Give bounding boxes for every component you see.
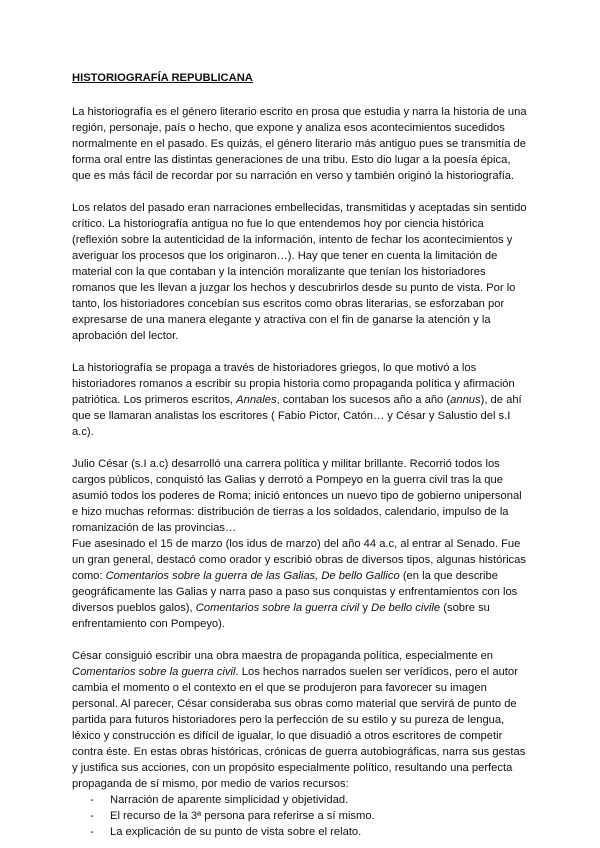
text-segment: (en la que describe geográficamente las Galias y narra paso a paso sus conquistas y enfrentamientos con los diversos pueblos galos),: [72, 570, 518, 614]
italic-work-guerra-civil: Comentarios sobre la guerra civil: [195, 602, 360, 614]
paragraph-annalists: [72, 360, 530, 440]
text-segment: (sobre su enfrentamiento con Pompeyo).: [72, 602, 490, 630]
paragraph-intro: La historiografía es el género literario escrito en prosa que estudia y narra la historia de una región, personaje, país o hecho, que expone y analiza esos acontecimientos sucedidos normalmente en el pasado. Es quizás, el género literario más antiguo pues se transmitía de forma oral entre las distintas generaciones de una tribu. Esto dio lugar a la poesía épica, que es más fácil de recordar por su narración en verso y también originó la historiografía.: [72, 106, 527, 182]
text-segment: ), de ahí que se llamaran analistas los escritores ( Fabio Pictor, Catón… y César y Salustio del s.I a.c).: [72, 394, 522, 438]
text-segment: y: [359, 602, 372, 614]
paragraph-cesar-works: [72, 536, 530, 632]
italic-work-galias: Comentarios sobre la guerra de las Galias, De bello Gallico: [105, 570, 400, 582]
document-page: [72, 70, 530, 840]
italic-annales: Annales: [236, 394, 277, 406]
list-item: - El recurso de la 3ª persona para referirse a sí mismo.: [90, 808, 530, 824]
list-item: - Narración de aparente simplicidad y objetividad.: [90, 792, 530, 808]
document-title: HISTORIOGRAFÍA REPUBLICANA: [72, 72, 253, 84]
text-segment: César consiguió escribir una obra maestra de propaganda política, especialmente en: [72, 650, 494, 662]
list-item: - La explicación de su punto de vista sobre el relato.: [90, 824, 530, 840]
text-segment: La historiografía se propaga a través de historiadores griegos, lo que motivó a los historiadores romanos a escribir su propia historia como propaganda política y afirmación patriótica. Los primeros escritos,: [72, 362, 515, 406]
italic-work-bello-civile: De bello civile: [371, 602, 441, 614]
text-segment: , contaban los sucesos año a año (: [276, 394, 451, 406]
text-segment: Fue asesinado el 15 de marzo (los idus de marzo) del año 44 a.c, al entrar al Senado. Fue un gran general, destacó como orador y escribió obras de diversos tipos, algunas históricas como:: [72, 538, 526, 582]
paragraph-propaganda: [72, 648, 530, 792]
italic-work-guerra-civil: Comentarios sobre la guerra civil: [72, 666, 236, 678]
italic-annus: annus: [450, 394, 481, 406]
paragraph-ancient-historiography: Los relatos del pasado eran narraciones embellecidas, transmitidas y aceptadas sin sentido crítico. La historiografía antigua no fue lo que entendemos hoy por ciencia histórica (reflexión sobre la autenticidad de la información, intento de fechar los acontecimientos y averiguar los procesos que los originaron…). Hay que tener en cuenta la limitación de material con la que contaban y la intención moralizante que tenían los historiadores romanos que les llevan a juzgar los hechos y descubrirlos desde su punto de vista. Por lo tanto, los historiadores concebían sus escritos como obras literarias, se esforzaban por expresarse de una manera elegante y atractiva con el fin de ganarse la atención y la aprobación del lector.: [72, 202, 527, 342]
resources-list: [72, 792, 530, 840]
paragraph-julio-cesar: Julio César (s.I a.c) desarrolló una carrera política y militar brillante. Recorrió todos los cargos públicos, conquistó las Galias y derrotó a Pompeyo en la guerra civil tras la que asumió todos los poderes de Roma; inició entonces un nuevo tipo de gobierno unipersonal e hizo muchas reformas: distribución de tierras a los soldados, calendario, impulso de la romanización de las provincias…: [72, 458, 522, 534]
text-segment: . Los hechos narrados suelen ser verídicos, pero el autor cambia el momento o el contexto en el que se produjeron para favorecer su imagen personal. Al parecer, César consideraba sus obras como material que servirá de punto de partida para futuros historiadores pero la perfección de su estilo y su pureza de lengua, léxico y construcción es difícil de igualar, lo que disuadió a otros escritores de competir contra éste. En estas obras históricas, crónicas de guerra autobiográficas, narra sus gestas y justifica sus acciones, con un propósito especialmente político, resultando una perfecta propaganda de sí mismo, por medio de varios recursos:: [72, 666, 526, 790]
